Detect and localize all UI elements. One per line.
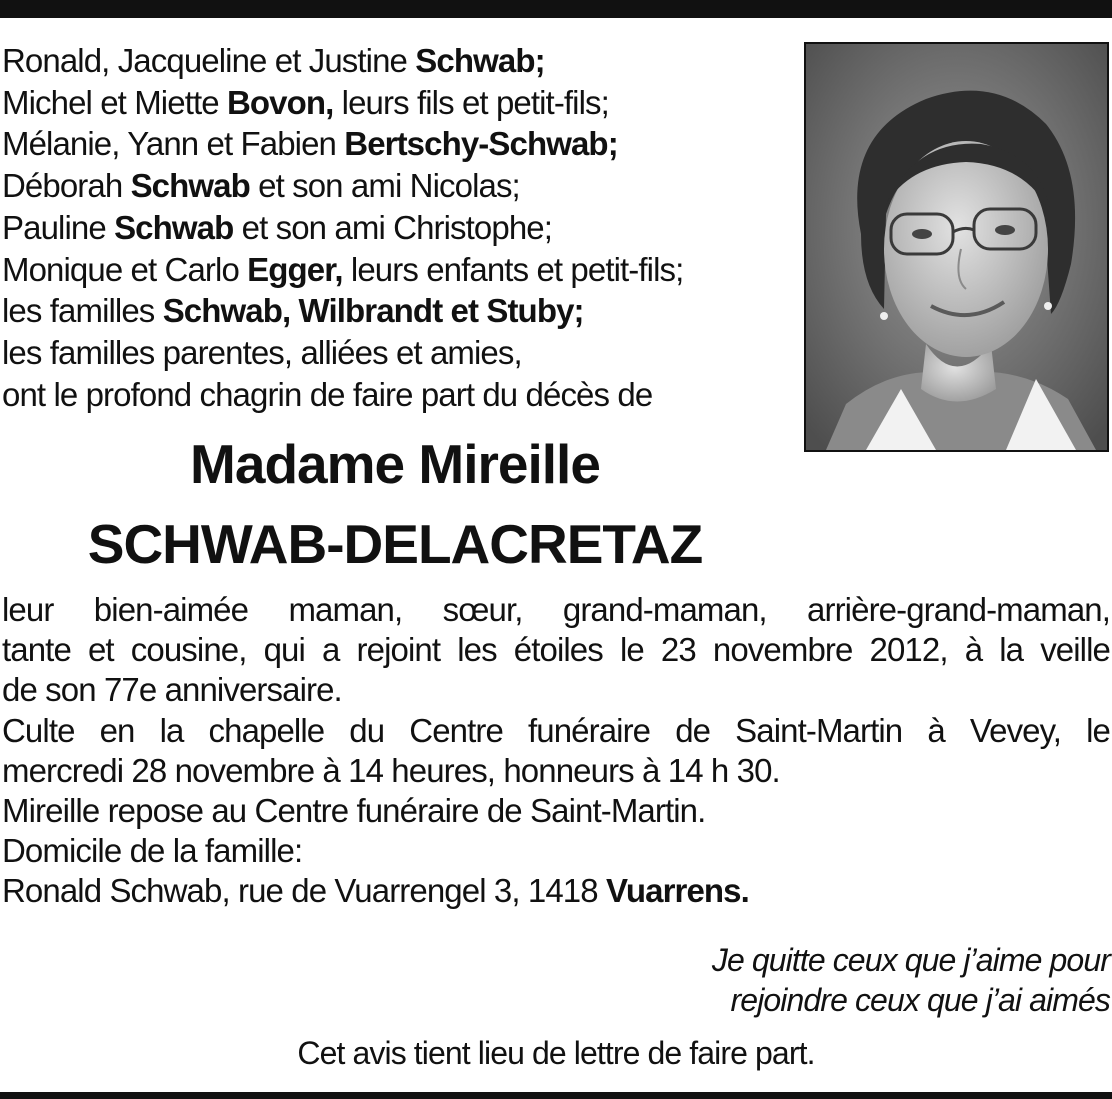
deceased-surname: SCHWAB-DELACRETAZ [87, 513, 703, 575]
family-list [2, 40, 792, 415]
family-line: Michel et Miette Bovon, leurs fils et petit-fils; [2, 83, 609, 121]
portrait-illustration [806, 44, 1107, 450]
quote-line: rejoindre ceux que j’ai aimés [730, 982, 1110, 1018]
top-rule [0, 0, 1112, 18]
body-line: Domicile de la famille: [2, 832, 303, 870]
farewell-quote [712, 940, 1110, 1020]
body-line: tante et cousine, qui a rejoint les étoiles le 23 novembre 2012, à la veille [2, 631, 1110, 669]
family-line: Monique et Carlo Egger, leurs enfants et petit-fils; [2, 250, 684, 288]
body-line: Mireille repose au Centre funéraire de Saint-Martin. [2, 792, 706, 830]
body-line: leur bien-aimée maman, sœur, grand-maman, arrière-grand-maman, [2, 591, 1110, 628]
family-line: les familles parentes, alliées et amies, [2, 333, 522, 371]
family-line: les familles Schwab, Wilbrandt et Stuby; [2, 292, 584, 330]
family-line: ont le profond chagrin de faire part du décès de [2, 375, 653, 413]
portrait-photo [804, 42, 1109, 452]
bottom-rule [0, 1092, 1112, 1099]
body-line: de son 77e anniversaire. [2, 671, 342, 709]
family-line: Pauline Schwab et son ami Christophe; [2, 208, 553, 246]
body-line: Culte en la chapelle du Centre funéraire de Saint-Martin à Vevey, le [2, 711, 1110, 749]
family-line: Déborah Schwab et son ami Nicolas; [2, 167, 520, 205]
closing-note: Cet avis tient lieu de lettre de faire part. [297, 1035, 815, 1071]
family-line: Mélanie, Yann et Fabien Bertschy-Schwab; [2, 125, 618, 163]
quote-line: Je quitte ceux que j’aime pour [711, 942, 1110, 978]
address-line: Ronald Schwab, rue de Vuarrengel 3, 1418 Vuarrens. [2, 872, 749, 910]
notice-body [2, 590, 1110, 912]
family-line: Ronald, Jacqueline et Justine Schwab; [2, 42, 545, 79]
body-line: mercredi 28 novembre à 14 heures, honneurs à 14 h 30. [2, 751, 780, 789]
deceased-name: Madame Mireille [190, 433, 600, 495]
